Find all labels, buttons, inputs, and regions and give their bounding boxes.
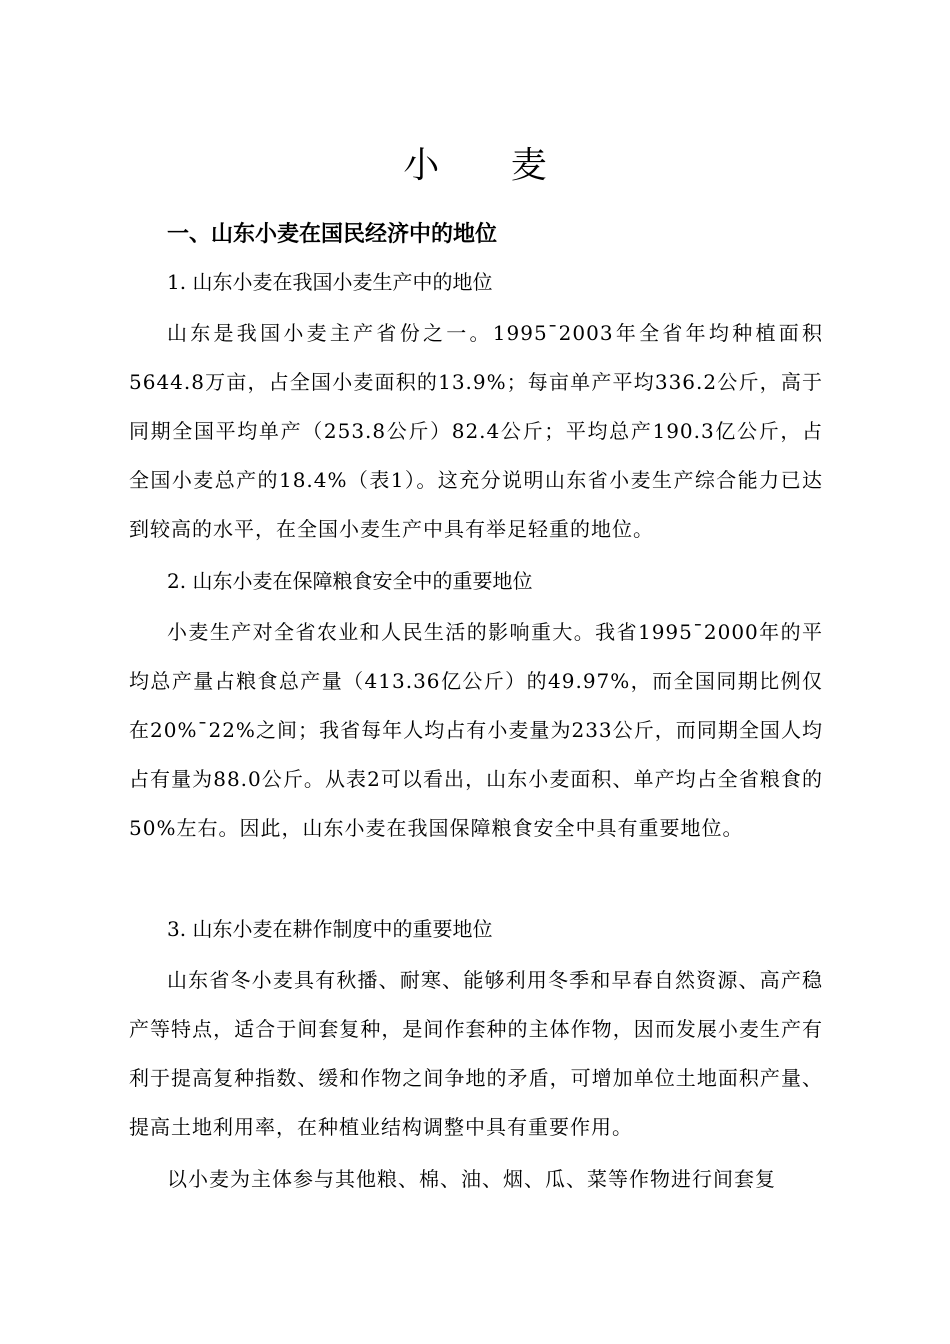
subsection-2-title: 2. 山东小麦在保障粮食安全中的重要地位 (167, 569, 533, 593)
paragraph-3: 山东省冬小麦具有秋播、耐寒、能够利用冬季和早春自然资源、高产稳产等特点，适合于间套复种，是间作套种的主体作物，因而发展小麦生产有利于提高复种指数、缓和作物之间争地的矛盾，可增加单位土地面积产量、提高土地利用率，在种植业结构调整中具有重要作用。 (129, 968, 823, 1139)
page-title: 小 麦 (403, 145, 577, 186)
paragraph-4: 以小麦为主体参与其他粮、棉、油、烟、瓜、菜等作物进行间套复 (167, 1167, 776, 1191)
paragraph-2: 小麦生产对全省农业和人民生活的影响重大。我省1995¯2000年的平均总产量占粮食总产量（413.36亿公斤）的49.97%，而全国同期比例仅在20%¯22%之间；我省每年人均占有小麦量为233公斤，而同期全国人均占有量为88.0公斤。从表2可以看出，山东小麦面积、单产均占全省粮食的50%左右。因此，山东小麦在我国保障粮食安全中具有重要地位。 (129, 620, 823, 840)
subsection-3-title: 3. 山东小麦在耕作制度中的重要地位 (167, 917, 493, 941)
section-heading: 一、山东小麦在国民经济中的地位 (167, 222, 498, 247)
subsection-1-title: 1. 山东小麦在我国小麦生产中的地位 (167, 270, 493, 294)
paragraph-1: 山东是我国小麦主产省份之一。1995¯2003年全省年均种植面积5644.8万亩，占全国小麦面积的13.9%；每亩单产平均336.2公斤，高于同期全国平均单产（253.8公斤）82.4公斤；平均总产190.3亿公斤，占全国小麦总产的18.4%（表1）。这充分说明山东省小麦生产综合能力已达到较高的水平，在全国小麦生产中具有举足轻重的地位。 (129, 321, 823, 541)
